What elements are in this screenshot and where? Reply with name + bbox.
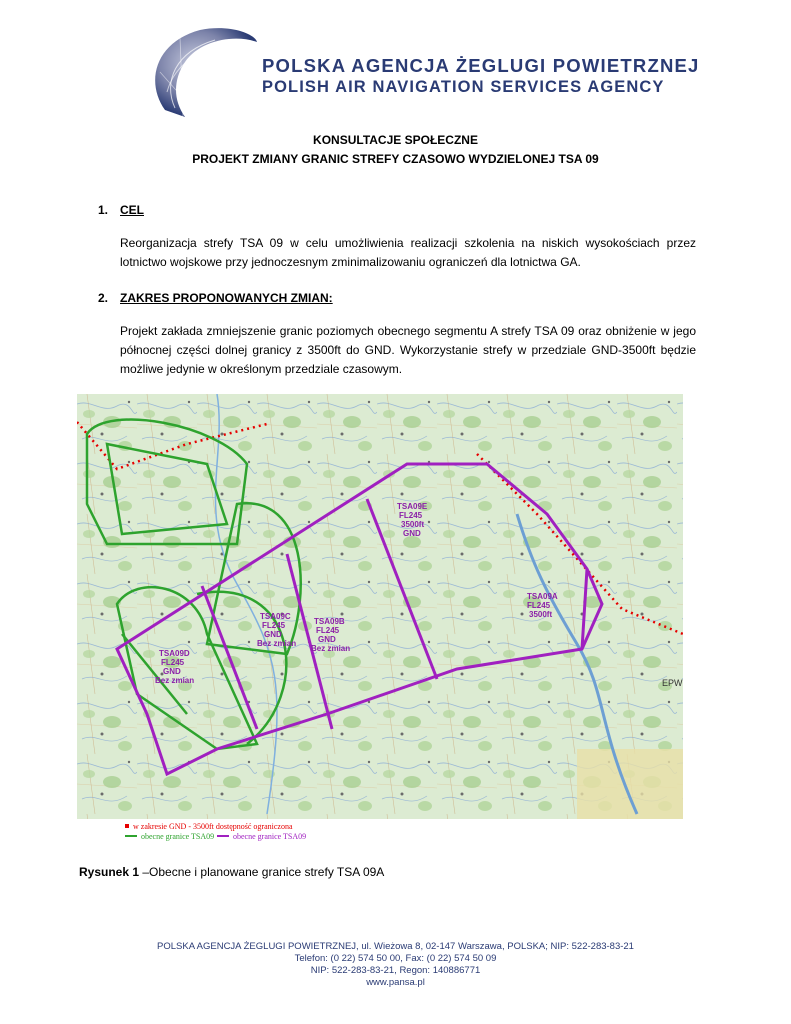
footer-website[interactable]: www.pansa.pl bbox=[366, 977, 425, 988]
airport-label: EPW bbox=[662, 678, 683, 688]
section-paragraph: Reorganizacja strefy TSA 09 w celu umożliwienia realizacji szkolenia na niskich wysokościach przez lotnictwo wojskowe przy jednoczesnym zminimalizowaniu ograniczeń dla lotnictwa GA. bbox=[120, 236, 696, 269]
caption-text: –Obecne i planowane granice strefy TSA 09A bbox=[139, 865, 385, 879]
section-heading: ZAKRES PROPONOWANYCH ZMIAN: bbox=[120, 291, 333, 305]
zone-label: FL245 bbox=[527, 601, 551, 610]
figure-caption bbox=[79, 865, 384, 879]
agency-name-en: POLISH AIR NAVIGATION SERVICES AGENCY bbox=[262, 78, 665, 96]
zone-label: 3500ft bbox=[529, 610, 553, 619]
section-number: 1. bbox=[98, 203, 109, 217]
zone-label: FL245 bbox=[316, 626, 340, 635]
zone-label: GND bbox=[163, 667, 181, 676]
agency-name-pl: POLSKA AGENCJA ŻEGLUGI POWIETRZNEJ bbox=[262, 55, 700, 76]
legend-label: w zakresie GND - 3500ft dostępność ograniczona bbox=[133, 822, 293, 831]
zone-label: TSA09E bbox=[397, 502, 428, 511]
document-title: KONSULTACJE SPOŁECZNE bbox=[313, 133, 478, 147]
footer-phone: Telefon: (0 22) 574 50 00, Fax: (0 22) 574 50 09 bbox=[294, 953, 497, 964]
zone-label: FL245 bbox=[262, 621, 286, 630]
section-heading: CEL bbox=[120, 203, 144, 217]
zone-label: TSA09C bbox=[260, 612, 291, 621]
zone-label: Bez zmian bbox=[311, 644, 351, 653]
zone-label: Bez zmian bbox=[155, 676, 195, 685]
legend-label: obecne granice TSA09 bbox=[141, 832, 215, 841]
zone-label: 3500ft bbox=[401, 520, 425, 529]
section-paragraph: Projekt zakłada zmniejszenie granic poziomych obecnego segmentu A strefy TSA 09 oraz obniżenie w jego północnej części dolnej granicy z 3500ft do GND. Wykorzystanie strefy w przedziale GND-3500ft będzie możliwe jedynie w określonym przedziale czasowym. bbox=[120, 324, 696, 376]
zone-label: GND bbox=[264, 630, 282, 639]
zone-label: TSA09D bbox=[159, 649, 190, 658]
airspace-map bbox=[77, 394, 683, 842]
zone-label: TSA09B bbox=[314, 617, 345, 626]
zone-label: GND bbox=[403, 529, 421, 538]
footer-registration: NIP: 522-283-83-21, Regon: 140886771 bbox=[310, 965, 481, 976]
zone-label: FL245 bbox=[161, 658, 185, 667]
section-number: 2. bbox=[98, 291, 109, 305]
globe-swoosh-icon bbox=[145, 22, 260, 122]
caption-label: Rysunek 1 bbox=[79, 865, 140, 879]
footer-address: POLSKA AGENCJA ŻEGLUGI POWIETRZNEJ, ul. Wieżowa 8, 02-147 Warszawa, POLSKA; NIP: 522-283-83-21 bbox=[157, 941, 634, 952]
zone-label: TSA09A bbox=[527, 592, 558, 601]
legend-swatch bbox=[125, 824, 129, 828]
zone-label: GND bbox=[318, 635, 336, 644]
legend-label: obecne granice TSA09 bbox=[233, 832, 307, 841]
document-subtitle: PROJEKT ZMIANY GRANIC STREFY CZASOWO WYDZIELONEJ TSA 09 bbox=[192, 152, 599, 166]
zone-label: Bez zmian bbox=[257, 639, 297, 648]
zone-label: FL245 bbox=[399, 511, 423, 520]
